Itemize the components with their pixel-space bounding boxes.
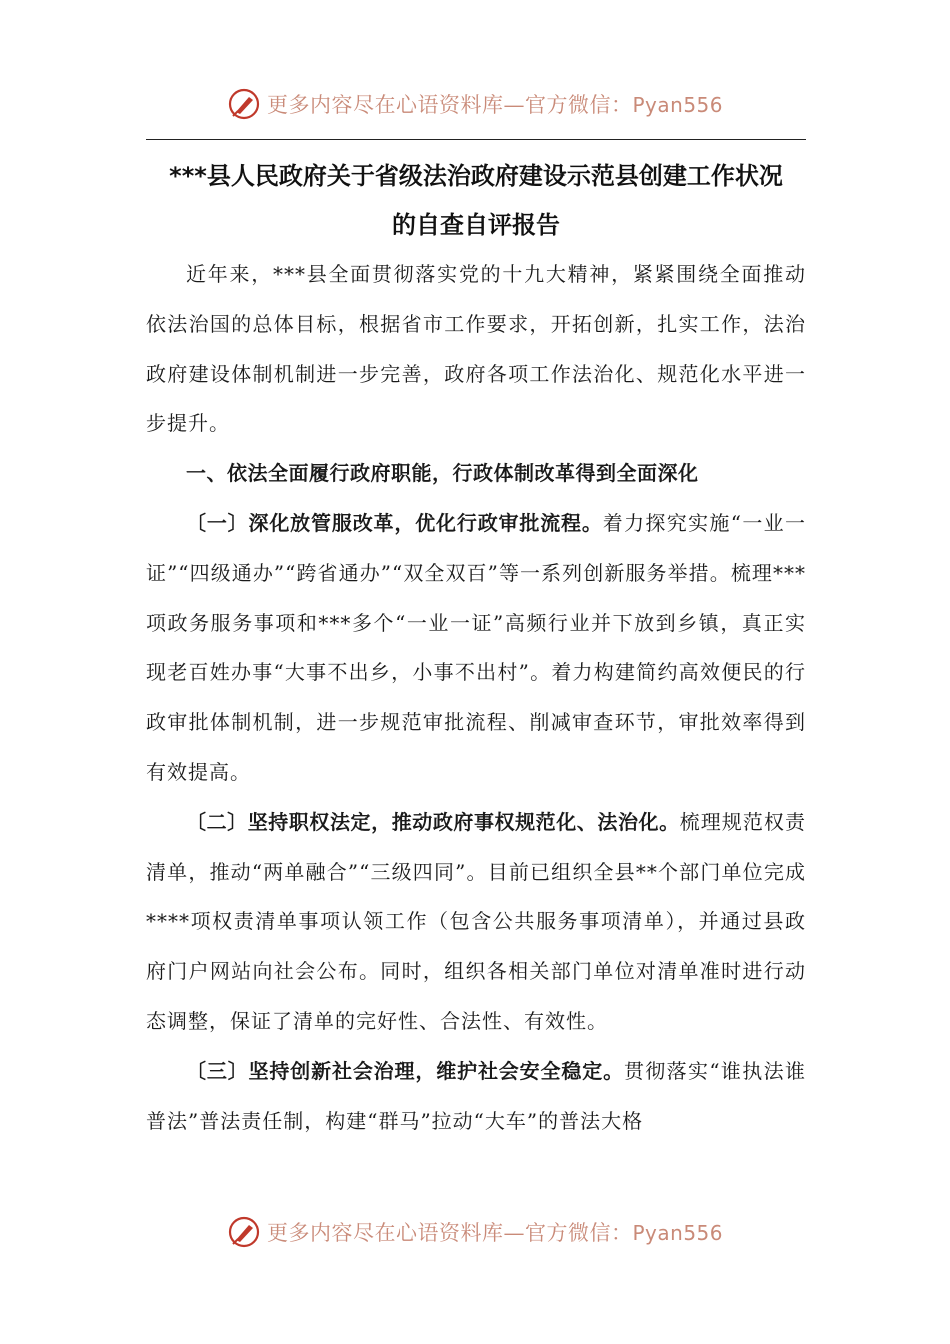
paragraph-item-3 (146, 1047, 806, 1147)
paragraph-item-2 (146, 798, 806, 1047)
footer-banner (0, 1212, 950, 1252)
pen-nib-logo-icon (227, 87, 261, 121)
item-lead: 〔三〕坚持创新社会治理，维护社会安全稳定。 (186, 1058, 624, 1083)
wechat-id: Pyan556 (632, 93, 723, 117)
item-text: 着力探究实施“一业一证”“四级通办”“跨省通办”“双全双百”等一系列创新服务举措。梳理***项政务服务事项和***多个“一业一证”高频行业并下放到乡镇，真正实现老百姓办事“大事不出乡，小事不出村”。着力构建简约高效便民的行政审批体制机制，进一步规范审批流程、削减审查环节，审批效率得到有效提高。 (146, 510, 806, 784)
banner-text: 更多内容尽在心语资料库—官方微信：Pyan556 (266, 93, 723, 117)
paragraph-item-1 (146, 499, 806, 798)
item-text: 梳理规范权责清单，推动“两单融合”“三级四同”。目前已组织全县**个部门单位完成****项权责清单事项认领工作（包含公共服务事项清单），并通过县政府门户网站向社会公布。同时，组织各相关部门单位对清单准时进行动态调整，保证了清单的完好性、合法性、有效性。 (146, 809, 807, 1033)
section-heading: 一、依法全面履行政府职能，行政体制改革得到全面深化 (186, 461, 699, 486)
item-lead: 〔二〕坚持职权法定，推动政府事权规范化、法治化。 (186, 809, 680, 834)
header-rule (146, 139, 806, 140)
banner-text: 更多内容尽在心语资料库—官方微信：Pyan556 (266, 1221, 723, 1245)
item-text: 贯彻落实“谁执法谁普法”普法责任制，构建“群马”拉动“大车”的普法大格 (146, 1058, 806, 1133)
pen-nib-logo-icon (227, 1215, 261, 1249)
item-lead: 〔一〕深化放管服改革，优化行政审批流程。 (186, 510, 603, 535)
document-title-line-1: ***县人民政府关于省级法治政府建设示范县创建工作状况 (169, 162, 783, 190)
header-banner (0, 84, 950, 124)
wechat-id: Pyan556 (632, 1221, 723, 1245)
document-title-line-2: 的自查自评报告 (392, 211, 560, 239)
document-body (146, 250, 806, 1146)
intro-paragraph: 近年来，***县全面贯彻落实党的十九大精神，紧紧围绕全面推动依法治国的总体目标，根据省市工作要求，开拓创新，扎实工作，法治政府建设体制机制进一步完善，政府各项工作法治化、规范化水平进一步提升。 (146, 262, 806, 436)
